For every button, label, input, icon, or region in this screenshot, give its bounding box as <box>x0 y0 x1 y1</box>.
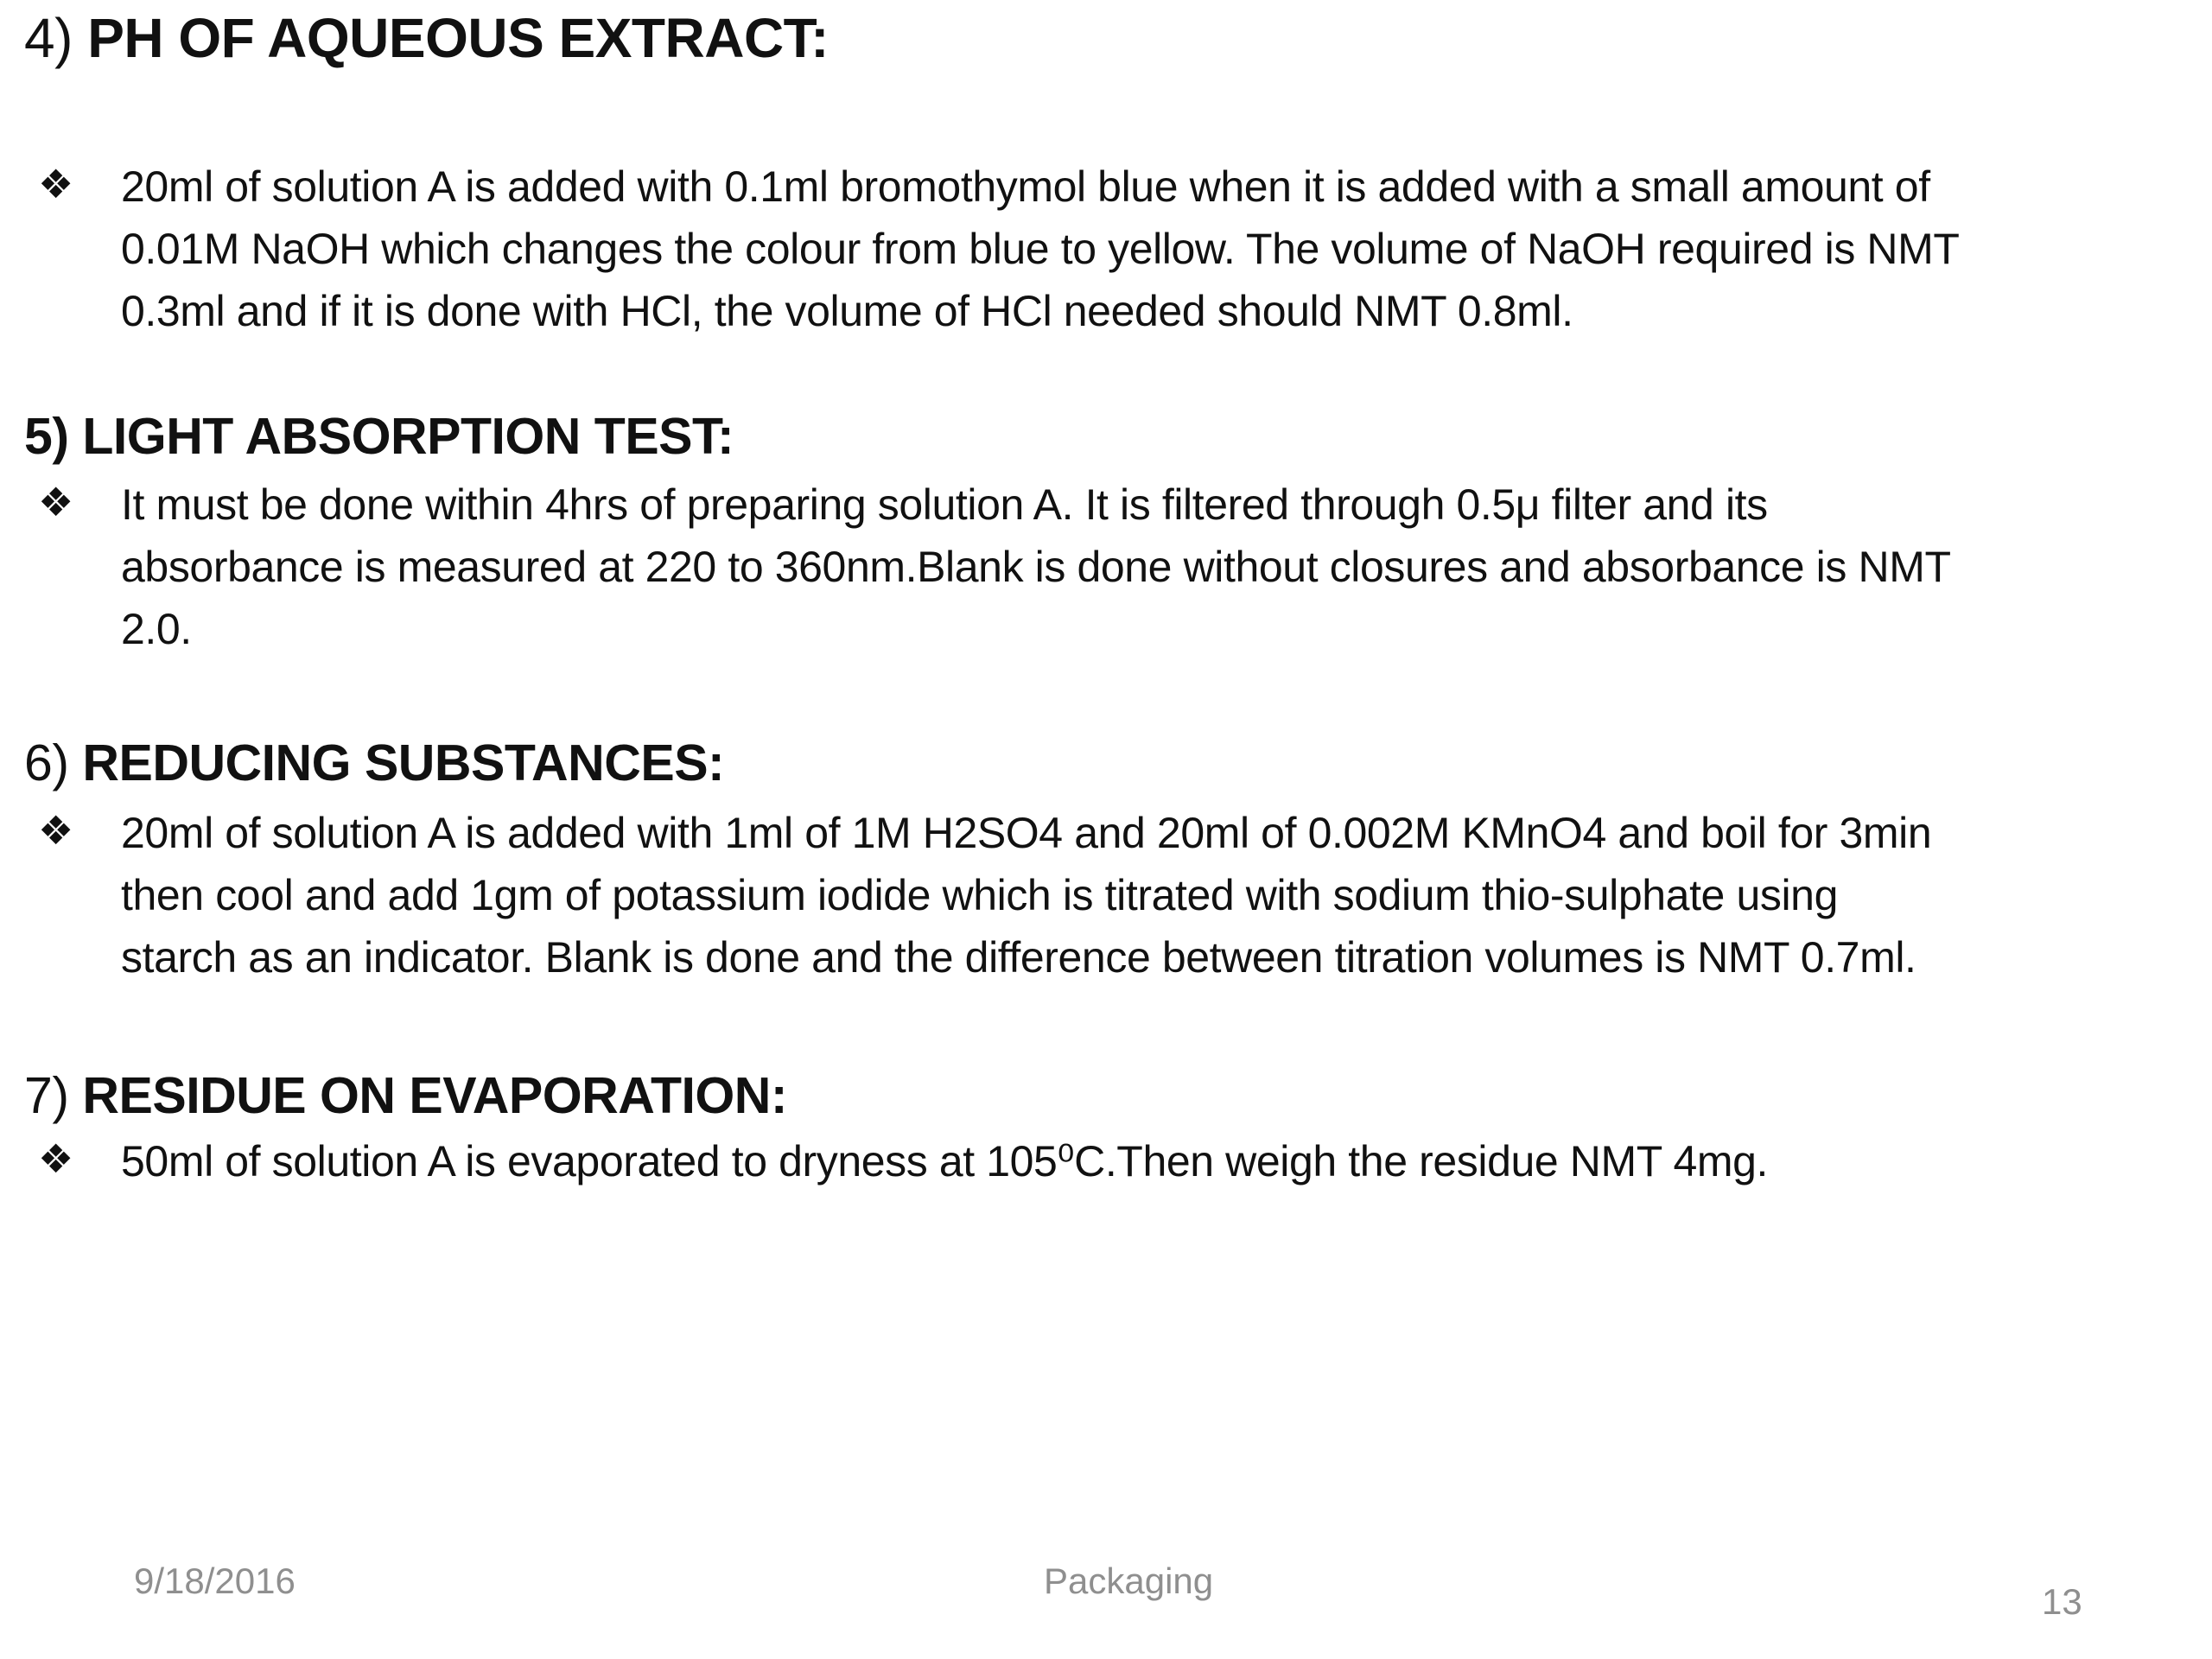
section-heading <box>24 1067 2195 1126</box>
section-title: RESIDUE ON EVAPORATION: <box>82 1067 788 1124</box>
diamond-bullet-icon: ❖ <box>38 161 74 207</box>
section-bullets <box>24 156 2195 342</box>
section-title: PH OF AQUEOUS EXTRACT: <box>87 7 829 69</box>
bullet-text-line: 0.3ml and if it is done with HCl, the volume of HCl needed should NMT 0.8ml. <box>121 286 1573 335</box>
section <box>24 408 2195 660</box>
bullet-item <box>24 474 2195 660</box>
footer-date: 9/18/2016 <box>134 1560 296 1601</box>
section <box>24 734 2195 988</box>
section-heading <box>24 408 2195 467</box>
bullet-text-line: It must be done within 4hrs of preparing solution A. It is filtered through 0.5μ filter and its <box>121 480 1768 529</box>
bullet-text-line: 0.01M NaOH which changes the colour from blue to yellow. The volume of NaOH required is NMT <box>121 224 1960 273</box>
section-heading <box>24 7 2195 71</box>
section-number: 7) <box>24 1067 69 1124</box>
section <box>24 7 2195 342</box>
bullet-text-line: absorbance is measured at 220 to 360nm.Blank is done without closures and absorbance is NMT <box>121 542 1951 591</box>
bullet-text-line: 20ml of solution A is added with 1ml of 1M H2SO4 and 20ml of 0.002M KMnO4 and boil for 3min <box>121 808 1932 857</box>
section-heading <box>24 734 2195 793</box>
diamond-bullet-icon: ❖ <box>38 1135 74 1181</box>
bullet-text-line: starch as an indicator. Blank is done and the difference between titration volumes is NMT 0.7ml. <box>121 932 1916 982</box>
bullet-text-line: 50ml of solution A is evaporated to dryness at 105⁰C.Then weigh the residue NMT 4mg. <box>121 1136 1769 1185</box>
section-bullets <box>24 802 2195 988</box>
footer-section-label: Packaging <box>1044 1560 1214 1601</box>
section-number: 6) <box>24 734 69 791</box>
bullet-item <box>24 1130 2195 1192</box>
bullet-text <box>121 474 2195 660</box>
section-title: REDUCING SUBSTANCES: <box>82 734 725 791</box>
bullet-text-line: 20ml of solution A is added with 0.1ml bromothymol blue when it is added with a small amount of <box>121 162 1930 211</box>
bullet-text-line: 2.0. <box>121 604 192 653</box>
diamond-bullet-icon: ❖ <box>38 479 74 524</box>
bullet-text-line: then cool and add 1gm of potassium iodide which is titrated with sodium thio-sulphate using <box>121 870 1838 919</box>
section-number: 5) <box>24 408 69 465</box>
section-bullets <box>24 474 2195 660</box>
diamond-bullet-icon: ❖ <box>38 807 74 853</box>
section-title: LIGHT ABSORPTION TEST: <box>82 408 734 465</box>
bullet-text <box>121 1130 2195 1192</box>
bullet-text <box>121 802 2195 988</box>
bullet-text <box>121 156 2195 342</box>
section-bullets <box>24 1130 2195 1192</box>
bullet-item <box>24 156 2195 342</box>
footer-page-number: 13 <box>2042 1581 2082 1622</box>
section <box>24 1067 2195 1192</box>
bullet-item <box>24 802 2195 988</box>
section-number: 4) <box>24 7 73 69</box>
